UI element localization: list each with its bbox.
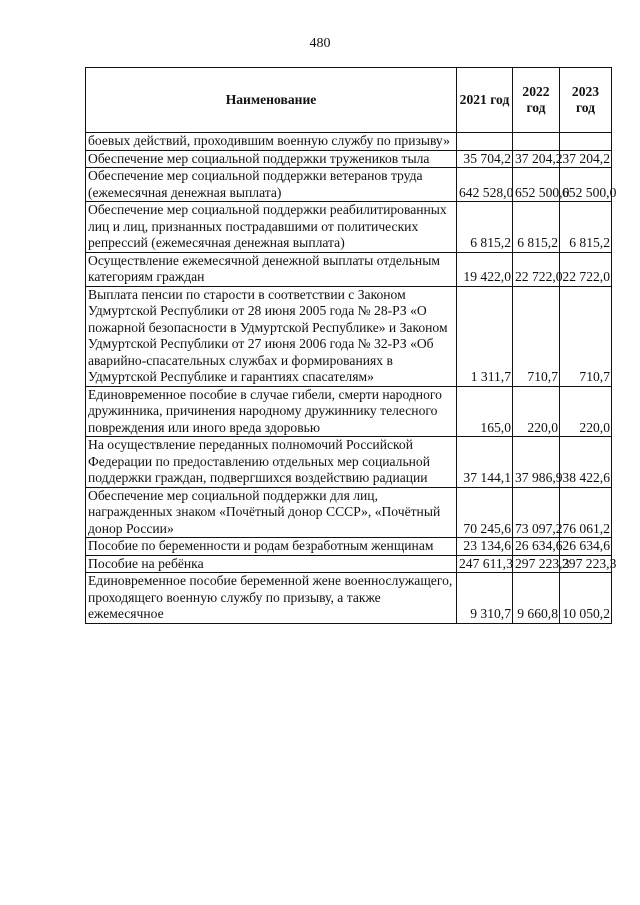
value-2021: 35 704,2 [457,150,513,168]
value-2021 [457,133,513,151]
table-header-row [86,68,612,133]
value-2022: 73 097,2 [513,487,560,538]
value-2021: 9 310,7 [457,573,513,624]
value-2021: 23 134,6 [457,538,513,556]
budget-table [85,67,617,624]
table-row [86,202,612,253]
value-2022: 652 500,0 [513,168,560,202]
value-2022: 37 204,2 [513,150,560,168]
value-2021: 642 528,0 [457,168,513,202]
value-2022: 297 223,3 [513,555,560,573]
table-row [86,168,612,202]
table-row [86,286,612,386]
header-2022: 2022 год [513,68,560,133]
value-2023: 38 422,6 [560,437,612,488]
row-name: Обеспечение мер социальной поддержки реабилитированных лиц и лиц, признанных пострадавшими от политических репрессий (ежемесячная денежная выплата) [86,202,457,253]
value-2023: 297 223,3 [560,555,612,573]
table-row [86,252,612,286]
row-name: Единовременное пособие в случае гибели, смерти народного дружинника, причинения народному дружиннику телесного повреждения или иного вреда здоровью [86,386,457,437]
value-2023: 37 204,2 [560,150,612,168]
row-name: Обеспечение мер социальной поддержки ветеранов труда (ежемесячная денежная выплата) [86,168,457,202]
table-row [86,573,612,624]
value-2022: 22 722,0 [513,252,560,286]
value-2021: 165,0 [457,386,513,437]
value-2022: 220,0 [513,386,560,437]
table-row [86,538,612,556]
row-name: боевых действий, проходившим военную службу по призыву» [86,133,457,151]
value-2023: 26 634,6 [560,538,612,556]
value-2021: 70 245,6 [457,487,513,538]
row-name: Обеспечение мер социальной поддержки тружеников тыла [86,150,457,168]
table-row [86,437,612,488]
table-row [86,386,612,437]
value-2022 [513,133,560,151]
value-2023: 76 061,2 [560,487,612,538]
row-name: На осуществление переданных полномочий Российской Федерации по предоставлению отдельных мер социальной поддержки граждан, подвергшихся воздействию радиации [86,437,457,488]
value-2023: 710,7 [560,286,612,386]
row-name: Обеспечение мер социальной поддержки для лиц, награжденных знаком «Почётный донор СССР», «Почётный донор России» [86,487,457,538]
header-name: Наименование [86,68,457,133]
value-2021: 37 144,1 [457,437,513,488]
value-2023: 220,0 [560,386,612,437]
header-2021: 2021 год [457,68,513,133]
value-2023: 6 815,2 [560,202,612,253]
page-number: 480 [309,36,331,51]
value-2023: 652 500,0 [560,168,612,202]
value-2022: 710,7 [513,286,560,386]
table-row [86,133,612,151]
value-2023: 22 722,0 [560,252,612,286]
value-2023: 10 050,2 [560,573,612,624]
value-2021: 247 611,3 [457,555,513,573]
value-2022: 37 986,9 [513,437,560,488]
table-row [86,487,612,538]
value-2021: 1 311,7 [457,286,513,386]
row-name: Выплата пенсии по старости в соответствии с Законом Удмуртской Республики от 28 июня 2005 года № 28-РЗ «О пожарной безопасности в Удмуртской Республике» и Законом Удмуртской Республики от 27 июня 2006 года № 32-РЗ «Об аварийно-спасательных службах и формированиях в Удмуртской Республике и гарантиях спасателям» [86,286,457,386]
value-2022: 26 634,6 [513,538,560,556]
row-name: Пособие на ребёнка [86,555,457,573]
value-2022: 6 815,2 [513,202,560,253]
row-name: Единовременное пособие беременной жене военнослужащего, проходящего военную службу по призыву, а также ежемесячное [86,573,457,624]
header-2023: 2023 год [560,68,612,133]
row-name: Пособие по беременности и родам безработным женщинам [86,538,457,556]
value-2021: 19 422,0 [457,252,513,286]
row-name: Осуществление ежемесячной денежной выплаты отдельным категориям граждан [86,252,457,286]
value-2022: 9 660,8 [513,573,560,624]
table-row [86,150,612,168]
table-row [86,555,612,573]
value-2021: 6 815,2 [457,202,513,253]
value-2023 [560,133,612,151]
